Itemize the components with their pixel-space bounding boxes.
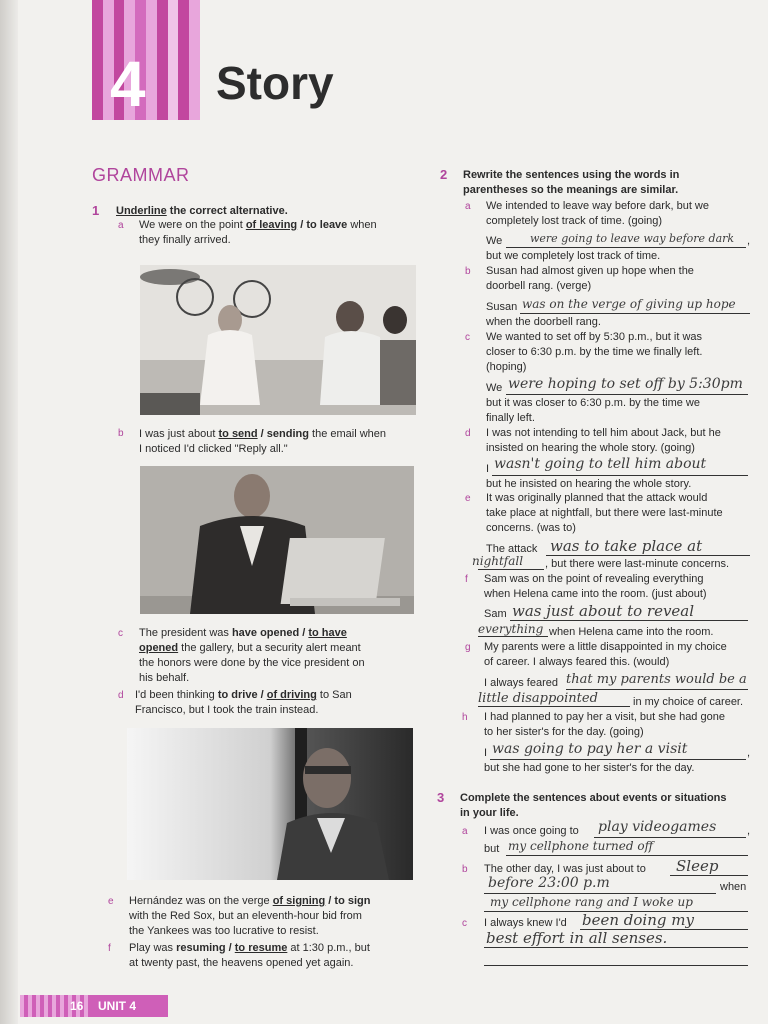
item-text: when Helena came into the room. [549,626,714,638]
handwritten-answer[interactable]: my cellphone turned off [508,839,654,853]
answer-lead: I [484,747,488,759]
item-letter: d [465,428,471,439]
item-letter: d [118,690,124,701]
answer-line [594,837,746,838]
item-letter: b [465,266,471,277]
handwritten-answer[interactable]: that my parents would be a [566,672,747,687]
item-text: Play was resuming / to resume at 1:30 p.m., but at twenty past, the heavens opened yet again. [129,942,370,969]
photo-friends-laughing [140,265,416,415]
item-letter: g [465,642,471,653]
answer-line [670,875,748,876]
answer-lead: I [486,463,490,475]
footer-unit-label: UNIT 4 [98,999,137,1013]
unit-number: 4 [110,48,146,120]
answer-lead: The attack [486,543,538,555]
answer-line [478,706,630,707]
item-text: I had planned to pay her a visit, but she had gone to her sister's for the day. (going) [484,711,725,738]
item-text: We were on the point of leaving / to leave when they finally arrived. [139,219,377,246]
answer-line [492,475,748,476]
answer-line [484,947,748,948]
item-text: Sam was on the point of revealing everything when Helena came into the room. (just about) [484,573,707,600]
question-number: 3 [437,790,445,805]
item-letter: c [462,918,467,929]
handwritten-answer[interactable]: best effort in all senses. [486,929,668,947]
item-letter: a [465,201,471,212]
answer-lead: Susan [486,301,518,313]
item-letter: b [462,864,468,875]
handwritten-answer[interactable]: nightfall [472,554,524,568]
item-text: Hernández was on the verge of signing / to sign with the Red Sox, but an eleventh-hour bid from the Yankees was too lucrative to resist. [129,895,371,937]
handwritten-answer[interactable]: before 23:00 p.m [488,875,610,891]
answer-line [546,555,750,556]
handwritten-answer[interactable]: was on the verge of giving up hope [522,297,736,311]
item-letter: e [465,493,471,504]
handwritten-answer[interactable]: little disappointed [478,691,598,706]
answer-line [484,893,716,894]
answer-lead: We [486,235,503,247]
item-text: when the doorbell rang. [486,316,601,328]
answer-lead: The other day, I was just about to [484,863,646,875]
handwritten-answer[interactable]: were going to leave way before dark [530,232,735,245]
unit-number-block [92,0,200,120]
handwritten-answer[interactable]: play videogames [598,819,717,835]
item-text: , but there were last-minute concerns. [545,558,730,570]
answer-lead: Sam [484,608,507,620]
answer-lead: I always knew I'd [484,917,567,929]
item-letter: e [108,896,114,907]
item-letter: f [108,943,111,954]
answer-tail: when [720,881,747,893]
item-text: but she had gone to her sister's for the day. [484,762,695,774]
answer-lead: but [484,843,500,855]
item-text: I'd been thinking to drive / of driving to San Francisco, but I took the train instead. [135,689,352,716]
item-letter: a [462,826,468,837]
handwritten-answer[interactable]: wasn't going to tell him about [494,456,707,472]
answer-line [520,313,750,314]
item-letter: h [462,712,468,723]
question-instruction: Underline the correct alternative. [116,205,288,217]
item-text: My parents were a little disappointed in my choice of career. I always feared this. (would) [484,641,727,668]
answer-line [506,247,746,248]
answer-line [566,689,748,690]
question-number: 2 [440,167,448,182]
answer-tail: , [747,825,751,837]
handwritten-answer[interactable]: Sleep [676,857,719,875]
item-text: but it was closer to 6:30 p.m. by the time we finally left. [486,397,700,424]
answer-line [490,759,746,760]
item-letter: c [465,332,470,343]
item-letter: f [465,574,468,585]
item-text: The president was have opened / to have opened the gallery, but a security alert meant the honors were done by the vice president on his behalf. [139,627,365,684]
item-text: Susan had almost given up hope when the doorbell rang. (verge) [486,265,694,292]
item-letter: a [118,220,124,231]
answer-tail: , [747,747,751,759]
photo-man-on-phone [127,728,413,880]
answer-line [506,855,748,856]
handwritten-answer[interactable]: were hoping to set off by 5:30pm [508,376,743,392]
question-number: 1 [92,203,100,218]
question-instruction: Complete the sentences about events or situations in your life. [460,792,727,819]
answer-lead: I always feared [484,677,558,689]
section-heading: GRAMMAR [92,165,190,185]
answer-tail: , [747,235,751,247]
handwritten-answer[interactable]: was going to pay her a visit [492,741,688,757]
page-edge [0,0,18,1024]
answer-lead: We [486,382,503,394]
handwritten-answer[interactable]: was just about to reveal [512,602,695,620]
handwritten-answer[interactable]: was to take place at [550,537,703,555]
item-text: It was originally planned that the attack would take place at nightfall, but there were last-minute concerns. (was to) [486,492,723,534]
photo-man-at-laptop [140,466,414,614]
item-letter: b [118,428,124,439]
answer-line [510,620,748,621]
item-text: I was just about to send / sending the email when I noticed I'd clicked "Reply all." [139,428,387,455]
page-number: 16 [70,999,84,1013]
answer-line [478,636,548,637]
item-letter: c [118,628,123,639]
answer-line [506,394,748,395]
handwritten-answer[interactable]: been doing my [582,911,694,929]
handwritten-answer[interactable]: everything [478,622,544,636]
answer-lead: I was once going to [484,825,579,837]
item-text: but he insisted on hearing the whole story. [486,478,692,490]
item-text: We wanted to set off by 5:30 p.m., but it was closer to 6:30 p.m. by the time we finally left. (hoping) [486,331,703,373]
question-instruction: Rewrite the sentences using the words in parentheses so the meanings are similar. [463,169,680,196]
item-text: I was not intending to tell him about Jack, but he insisted on hearing the whole story. (going) [486,427,721,454]
page-title: Story [216,57,334,109]
item-text: in my choice of career. [633,696,744,708]
item-text: We intended to leave way before dark, but we completely lost track of time. (going) [486,200,709,227]
answer-line [484,965,748,966]
answer-line [478,569,544,570]
item-text: but we completely lost track of time. [486,250,661,262]
handwritten-answer[interactable]: my cellphone rang and I woke up [490,895,693,909]
